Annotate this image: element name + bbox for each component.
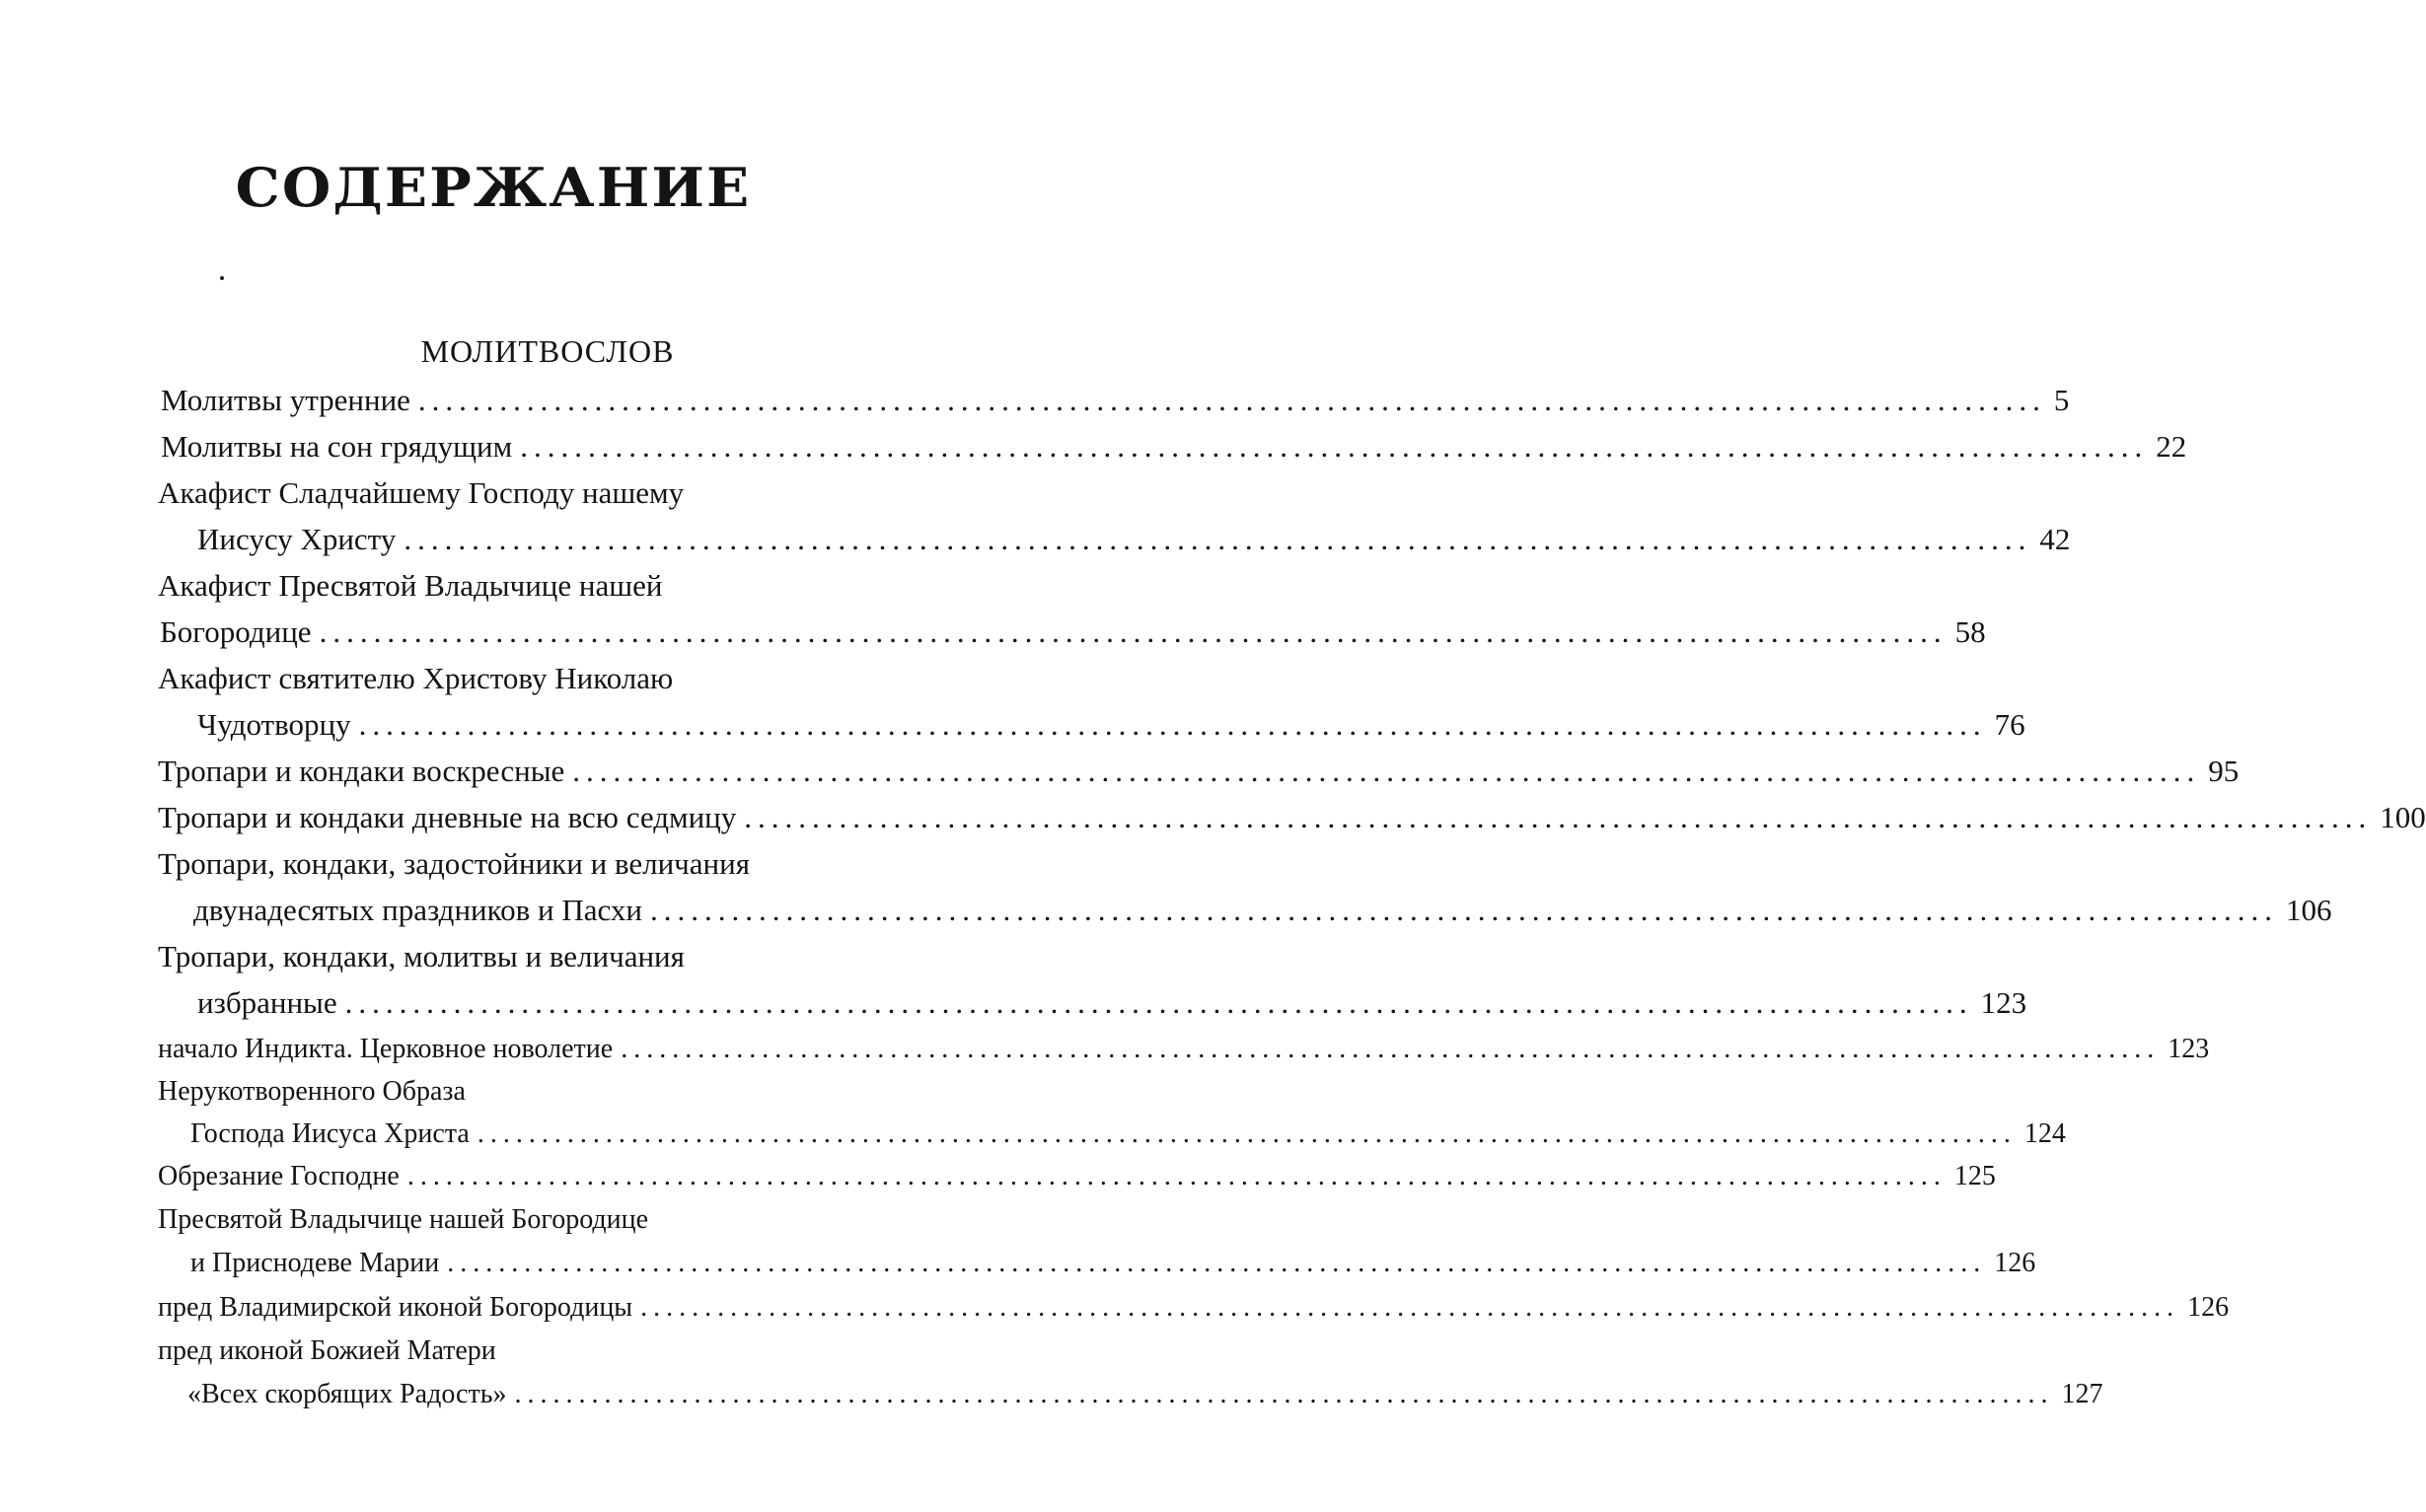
- toc-page-number: 123: [1980, 985, 2027, 1020]
- toc-entry-title: Тропари, кондаки, молитвы и величания: [158, 939, 685, 973]
- toc-leader: ........................................................................................................................: [358, 707, 1987, 742]
- toc-page-number: 126: [1994, 1248, 2036, 1278]
- toc-entry[interactable]: [0, 568, 987, 612]
- toc-leader: ........................................................................................................................: [621, 1034, 2161, 1064]
- stray-mark: [220, 276, 224, 280]
- toc-page-number: 76: [1994, 707, 2025, 742]
- toc-entry[interactable]: [0, 475, 987, 519]
- toc-entry[interactable]: [0, 985, 2027, 1029]
- toc-leader: ........................................................................................................................: [572, 754, 2201, 788]
- section-heading: МОЛИТВОСЛОВ: [420, 333, 675, 369]
- toc-page-number: 95: [2208, 754, 2240, 788]
- toc-entry[interactable]: [0, 1335, 987, 1379]
- toc-leader: ........................................................................................................................: [406, 1161, 1947, 1191]
- toc-page-number: 42: [2039, 522, 2071, 556]
- toc-leader: ........................................................................................................................: [447, 1248, 1987, 1278]
- toc-leader: ........................................................................................................................: [417, 383, 2046, 417]
- toc-entry[interactable]: [0, 522, 2071, 565]
- toc-entry-title: Молитвы утренние: [161, 383, 410, 417]
- toc-entry-title: Тропари и кондаки воскресные: [158, 754, 565, 788]
- toc-entry[interactable]: [0, 1076, 987, 1119]
- toc-entry[interactable]: [0, 1034, 2210, 1077]
- toc-entry-title: Обрезание Господне: [158, 1161, 400, 1191]
- toc-entry[interactable]: [0, 893, 2332, 936]
- toc-entry-title: избранные: [197, 985, 337, 1020]
- toc-page-number: 100: [2380, 800, 2426, 834]
- toc-entry-title: начало Индикта. Церковное новолетие: [158, 1034, 614, 1064]
- toc-entry[interactable]: [0, 754, 2240, 797]
- toc-entry[interactable]: [0, 800, 2426, 843]
- toc-entry[interactable]: [0, 1292, 2230, 1335]
- toc-leader: ........................................................................................................................: [404, 522, 2032, 556]
- toc-entry-title: Пресвятой Владычице нашей Богородице: [158, 1204, 649, 1235]
- toc-page-number: 22: [2156, 429, 2187, 464]
- toc-entry-title: Молитвы на сон грядущим: [161, 429, 513, 464]
- toc-leader: ........................................................................................................................: [319, 614, 1948, 649]
- toc-leader: ........................................................................................................................: [477, 1118, 2017, 1149]
- toc-entry-title: Тропари и кондаки дневные на всю седмицу: [158, 800, 737, 834]
- toc-page-number: 106: [2285, 893, 2332, 927]
- toc-entry[interactable]: [0, 614, 1986, 658]
- toc-entry[interactable]: [0, 846, 987, 890]
- toc-entry-title: пред Владимирской иконой Богородицы: [158, 1292, 633, 1323]
- toc-entry[interactable]: [0, 1161, 1996, 1204]
- toc-entry[interactable]: [0, 1248, 2036, 1291]
- toc-entry[interactable]: [0, 939, 987, 982]
- toc-entry-title: Акафист святителю Христову Николаю: [158, 661, 674, 695]
- toc-leader: ........................................................................................................................: [514, 1379, 2054, 1409]
- toc-page-number: 58: [1954, 614, 1986, 649]
- toc-page-number: 127: [2061, 1379, 2103, 1409]
- toc-entry-title: Нерукотворенного Образа: [158, 1076, 466, 1107]
- toc-leader: ........................................................................................................................: [649, 893, 2278, 927]
- toc-page-number: 5: [2053, 383, 2070, 417]
- toc-entry-title: двунадесятых праздников и Пасхи: [193, 893, 642, 927]
- toc-entry[interactable]: [0, 1379, 2103, 1422]
- page-title: СОДЕРЖАНИЕ: [235, 156, 752, 219]
- toc-entry[interactable]: [0, 661, 987, 704]
- toc-entry-title: Иисусу Христу: [197, 522, 397, 556]
- toc-entry-title: Чудотворцу: [197, 707, 351, 742]
- toc-entry-title: Тропари, кондаки, задостойники и величания: [158, 846, 750, 881]
- toc-page-number: 124: [2023, 1118, 2066, 1149]
- toc-entry[interactable]: [0, 707, 2025, 751]
- toc-page-number: 126: [2187, 1292, 2230, 1323]
- toc-entry-title: Акафист Пресвятой Владычице нашей: [158, 568, 663, 603]
- toc-entry-title: и Приснодеве Марии: [190, 1248, 440, 1278]
- toc-entry-title: Акафист Сладчайшему Господу нашему: [158, 475, 685, 510]
- toc-leader: ........................................................................................................................: [640, 1292, 2180, 1323]
- toc-entry[interactable]: [0, 1204, 987, 1248]
- toc-leader: ........................................................................................................................: [344, 985, 1973, 1020]
- toc-entry-title: «Всех скорбящих Радость»: [187, 1379, 507, 1409]
- toc-entry[interactable]: [0, 383, 2070, 426]
- toc-page-number: 123: [2168, 1034, 2210, 1064]
- toc-leader: ........................................................................................................................: [520, 429, 2149, 464]
- toc-entry-title: пред иконой Божией Матери: [158, 1335, 496, 1366]
- toc-entry[interactable]: [0, 1118, 2066, 1162]
- toc-leader: ........................................................................................................................: [744, 800, 2373, 834]
- toc-entry[interactable]: [0, 429, 2187, 472]
- toc-entry-title: Богородице: [160, 614, 312, 649]
- toc-page-number: 125: [1953, 1161, 1996, 1191]
- toc-entry-title: Господа Иисуса Христа: [190, 1118, 470, 1149]
